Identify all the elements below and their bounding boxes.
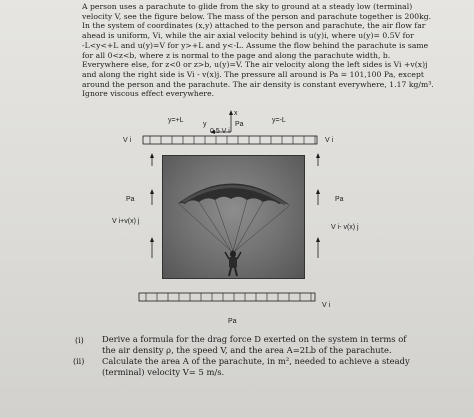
problem-line: velocity V, see the figure below. The mass of the person and parachute together is 200kg. (82, 11, 432, 21)
question-number: (i) (75, 336, 84, 345)
problem-line: A person uses a parachute to glide from the sky to ground at a steady low (terminal) (82, 2, 413, 11)
question-line: Calculate the area A of the parachute, in m², needed to achieve a steady (102, 356, 410, 366)
problem-line: Everywhere else, for z<0 or z>b, u(y)=V. The air velocity along the left sides is Vi +v(x)j (82, 60, 428, 70)
label-vi-bottom: V i (322, 302, 331, 309)
question-number: (ii) (73, 357, 85, 366)
label-y-minus-L: y=-L (272, 117, 286, 124)
label-pa-bottom: Pa (228, 318, 237, 325)
label-left-velocity: V i+v(x) j (112, 218, 140, 225)
label-y-plus-L: y=+L (168, 117, 184, 124)
label-vi-right: V i (325, 137, 334, 144)
problem-line: ahead is uniform, Vi, while the air axial velocity behind is u(y)i, where u(y)= 0.5V for (82, 31, 414, 41)
question-line: the air density ρ, the speed V, and the area A=2Lb of the parachute. (102, 345, 392, 355)
question-line: Derive a formula for the drag force D exerted on the system in terms of (102, 334, 407, 344)
label-pa-left: Pa (126, 196, 135, 203)
question-line: (terminal) velocity V= 5 m/s. (102, 367, 225, 377)
problem-line: and along the right side is Vi - v(x)j. The pressure all around is Pa = 101,100 Pa, except (82, 69, 424, 79)
label-right-velocity: V i- v(x) j (331, 224, 359, 231)
label-half-v: 0.5 V i (210, 128, 230, 135)
top-velocity-bar (143, 136, 317, 144)
problem-line: around the person and the parachute. The air density is constant everywhere, 1.17 kg/m³. (82, 79, 434, 89)
bottom-velocity-bar (139, 293, 315, 301)
label-axis-y: y (203, 121, 207, 128)
problem-line: In the system of coordinates (x,y) attached to the person and parachute, the air flow far (82, 21, 426, 31)
label-pa-top: Pa (235, 121, 244, 128)
label-pa-right: Pa (335, 196, 344, 203)
label-axis-x: x (234, 110, 238, 117)
problem-line: Ignore viscous effect everywhere. (82, 89, 215, 99)
label-vi-left: V i (123, 137, 132, 144)
problem-line: for all 0<z<b, where z is normal to the page and along the parachute width, b. (82, 50, 391, 60)
problem-line: -L<y<+L and u(y)=V for y>+L and y<-L. Assume the flow behind the parachute is same (82, 40, 429, 50)
